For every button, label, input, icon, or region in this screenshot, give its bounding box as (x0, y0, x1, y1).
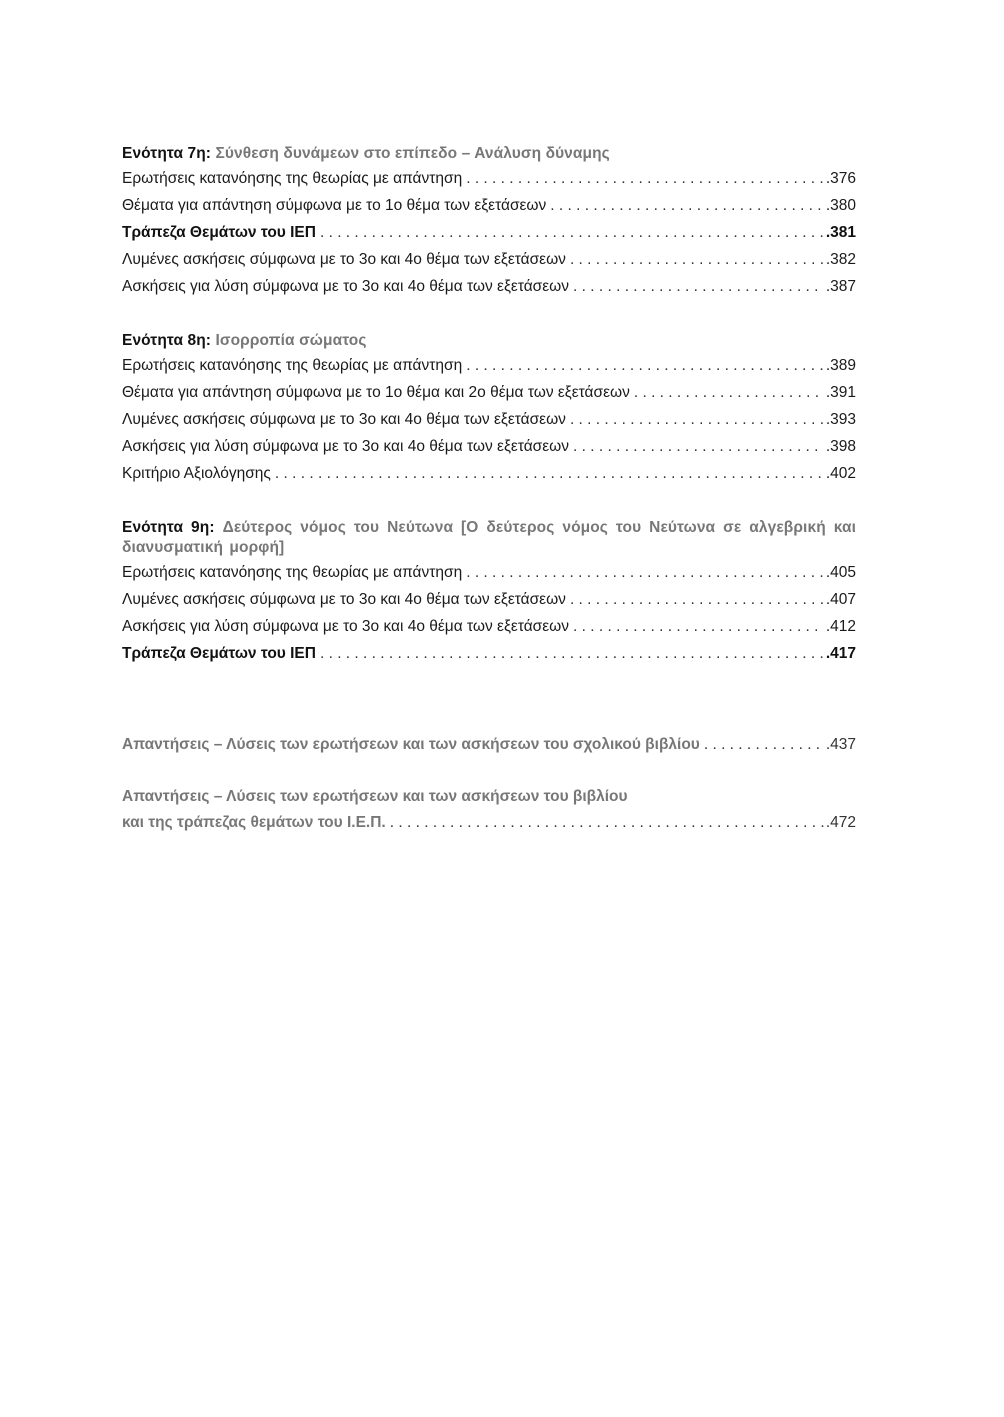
entry-page: .412 (825, 618, 856, 635)
entry-text: Τράπεζα Θεμάτων του ΙΕΠ (122, 224, 316, 241)
toc-entry[interactable] (122, 591, 856, 618)
entry-page: .405 (825, 564, 856, 581)
entry-page: .402 (825, 465, 856, 482)
entry-page: .393 (825, 411, 856, 428)
table-of-contents (122, 144, 856, 841)
section-heading (122, 331, 856, 351)
toc-entry[interactable] (122, 384, 856, 411)
section-title: Ισορροπία σώματος (215, 332, 367, 349)
dot-leader (390, 814, 824, 832)
toc-section-9 (122, 518, 856, 672)
entry-text: Λυμένες ασκήσεις σύμφωνα με το 3ο και 4ο θέμα των εξετάσεων (122, 591, 566, 608)
dot-leader (573, 278, 824, 296)
toc-entry[interactable] (122, 357, 856, 384)
dot-leader (704, 736, 824, 754)
spacer (122, 763, 856, 787)
entry-text: Θέματα για απάντηση σύμφωνα με το 1ο θέμα των εξετάσεων (122, 197, 547, 214)
entry-page: .376 (825, 170, 856, 187)
entry-text: Λυμένες ασκήσεις σύμφωνα με το 3ο και 4ο θέμα των εξετάσεων (122, 251, 566, 268)
entry-text: Ερωτήσεις κατανόησης της θεωρίας με απάντηση (122, 564, 463, 581)
entry-page: .417 (825, 645, 856, 662)
entry-text: Κριτήριο Αξιολόγησης (122, 465, 271, 482)
entry-text: Ασκήσεις για λύση σύμφωνα με το 3ο και 4ο θέμα των εξετάσεων (122, 618, 570, 635)
entry-page: .389 (825, 357, 856, 374)
dot-leader (466, 357, 824, 375)
entry-text: Ασκήσεις για λύση σύμφωνα με το 3ο και 4ο θέμα των εξετάσεων (122, 438, 570, 455)
entry-page: .387 (825, 278, 856, 295)
toc-entry[interactable] (122, 170, 856, 197)
entry-page: .407 (825, 591, 856, 608)
entry-page: .437 (825, 736, 856, 753)
entry-page: .381 (825, 224, 856, 241)
dot-leader (570, 251, 824, 269)
toc-section-7 (122, 144, 856, 305)
toc-section-8 (122, 331, 856, 492)
entry-text: Τράπεζα Θεμάτων του ΙΕΠ (122, 645, 316, 662)
toc-entry[interactable] (122, 411, 856, 438)
spacer (122, 672, 856, 736)
spacer (122, 492, 856, 518)
toc-entry[interactable] (122, 618, 856, 645)
section-title: Σύνθεση δυνάμεων στο επίπεδο – Ανάλυση δύναμης (215, 145, 610, 162)
entry-text: Ερωτήσεις κατανόησης της θεωρίας με απάντηση (122, 170, 463, 187)
toc-entry[interactable] (122, 278, 856, 305)
toc-entry[interactable] (122, 251, 856, 278)
dot-leader (320, 645, 824, 663)
entry-text: Λυμένες ασκήσεις σύμφωνα με το 3ο και 4ο θέμα των εξετάσεων (122, 411, 566, 428)
dot-leader (550, 197, 824, 215)
dot-leader (320, 224, 824, 242)
dot-leader (570, 591, 824, 609)
dot-leader (275, 465, 824, 483)
dot-leader (573, 438, 824, 456)
entry-text: Απαντήσεις – Λύσεις των ερωτήσεων και των ασκήσεων του σχολικού βιβλίου (122, 736, 700, 753)
toc-answers (122, 736, 856, 841)
spacer (122, 305, 856, 331)
toc-entry-answers-school-book[interactable] (122, 736, 856, 763)
entry-page: .472 (825, 814, 856, 831)
entry-page: .382 (825, 251, 856, 268)
toc-entry[interactable] (122, 197, 856, 224)
entry-text: Θέματα για απάντηση σύμφωνα με το 1ο θέμα και 2ο θέμα των εξετάσεων (122, 384, 630, 401)
section-label: Ενότητα 8η: (122, 332, 212, 349)
answers-book-heading: Απαντήσεις – Λύσεις των ερωτήσεων και των ασκήσεων του βιβλίου (122, 788, 628, 805)
entry-page: .391 (825, 384, 856, 401)
section-label: Ενότητα 7η: (122, 145, 212, 162)
toc-entry[interactable] (122, 564, 856, 591)
section-heading (122, 518, 856, 558)
entry-text: Ασκήσεις για λύση σύμφωνα με το 3ο και 4ο θέμα των εξετάσεων (122, 278, 570, 295)
toc-entry[interactable] (122, 224, 856, 251)
toc-entry[interactable] (122, 465, 856, 492)
entry-text: Ερωτήσεις κατανόησης της θεωρίας με απάντηση (122, 357, 463, 374)
dot-leader (570, 411, 824, 429)
dot-leader (573, 618, 824, 636)
toc-entry-answers-book[interactable] (122, 814, 856, 841)
entry-page: .380 (825, 197, 856, 214)
entry-page: .398 (825, 438, 856, 455)
toc-entry[interactable] (122, 645, 856, 672)
section-label: Ενότητα 9η: (122, 519, 215, 536)
section-heading (122, 144, 856, 164)
dot-leader (466, 564, 824, 582)
entry-text: και της τράπεζας θεμάτων του Ι.Ε.Π. (122, 814, 386, 831)
dot-leader (466, 170, 824, 188)
dot-leader (634, 384, 824, 402)
section-title: Δεύτερος νόμος του Νεύτωνα [Ο δεύτερος νόμος του Νεύτωνα σε αλγεβρική και διανυσματική μορφή] (122, 519, 856, 556)
toc-entry[interactable] (122, 438, 856, 465)
